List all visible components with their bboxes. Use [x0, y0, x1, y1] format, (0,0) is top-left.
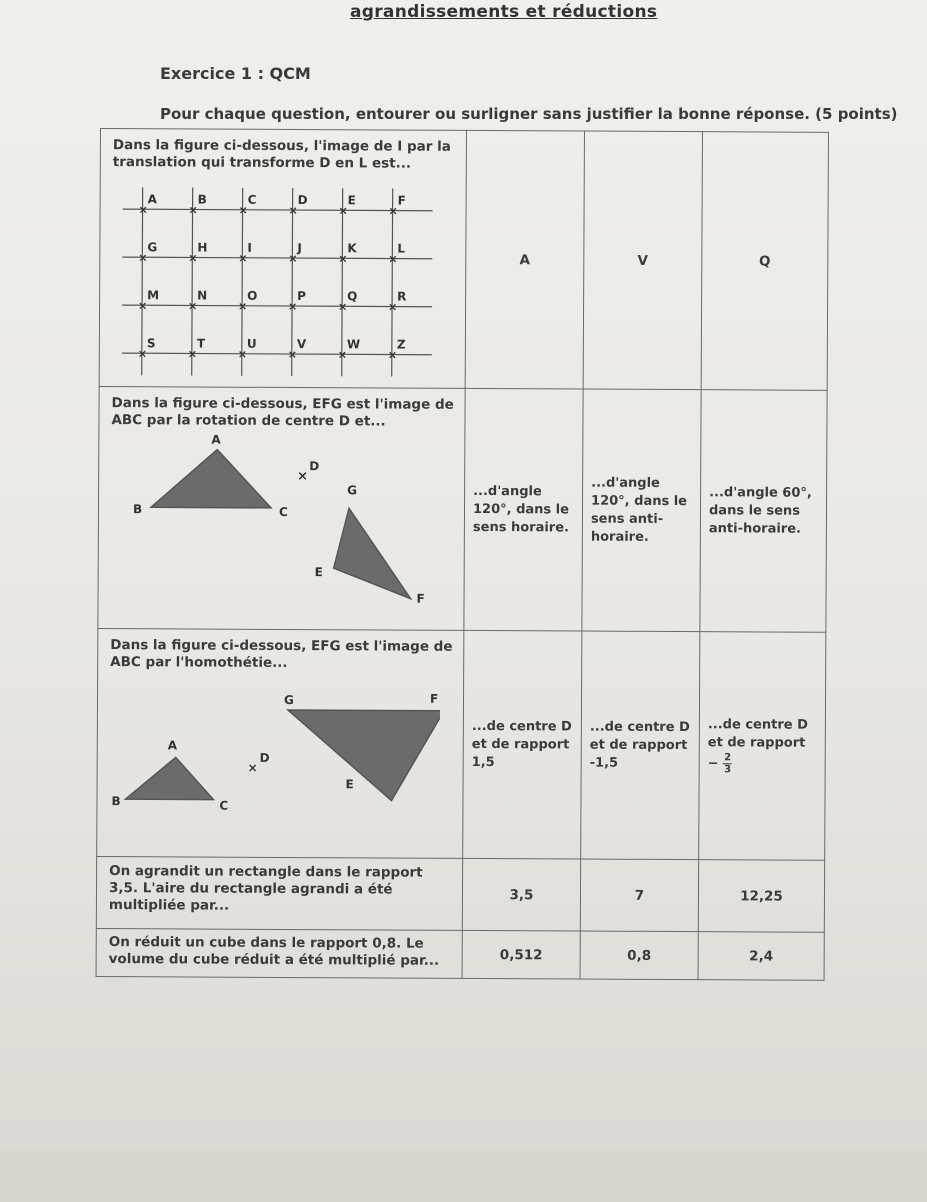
question-cell-5 — [96, 928, 462, 978]
rotation-label-e: E — [314, 565, 323, 580]
answer-3a[interactable]: ...de centre D et de rapport 1,5 — [463, 630, 582, 859]
grid-point-mark: × — [138, 251, 148, 265]
grid-point-label: H — [197, 240, 208, 255]
homothety-label-c: C — [219, 798, 229, 813]
grid-point-mark: × — [188, 299, 198, 313]
rotation-label-d: D — [309, 459, 320, 474]
grid-point-mark: × — [138, 299, 148, 313]
grid-point-mark: × — [387, 348, 398, 362]
answer-2a[interactable]: ...d'angle 120°, dans le sens horaire. — [464, 388, 583, 631]
answer-5b[interactable]: 0,8 — [580, 931, 698, 980]
answer-1c[interactable]: Q — [701, 132, 828, 391]
homothety-label-g: G — [283, 692, 294, 708]
grid-point-label: I — [247, 240, 252, 255]
qcm-table — [96, 128, 829, 981]
answer-5a[interactable]: 0,512 — [462, 930, 580, 979]
translation-grid-figure — [112, 177, 443, 379]
answer-4b[interactable]: 7 — [580, 859, 698, 932]
question-text-5: On réduit un cube dans le rapport 0,8. Le volume du cube réduit a été multiplié par... — [108, 934, 440, 969]
grid-point-mark: × — [288, 299, 298, 314]
grid-point-label: A — [147, 192, 157, 207]
answer-1a[interactable]: A — [465, 130, 584, 389]
question-row-4 — [96, 856, 824, 932]
grid-point-label: G — [147, 240, 158, 255]
question-cell-4 — [96, 856, 462, 930]
question-text-3: Dans la figure ci-dessous, EFG est l'image de ABC par l'homothétie... — [110, 637, 453, 671]
grid-point-mark: × — [338, 204, 348, 218]
grid-point-label: Z — [396, 337, 406, 352]
grid-point-label: T — [196, 336, 206, 351]
grid-point-label: K — [347, 241, 357, 256]
grid-point-label: M — [147, 288, 160, 303]
homothety-label-f: F — [429, 691, 439, 706]
grid-point-label: U — [246, 336, 257, 351]
grid-point-label: R — [397, 289, 407, 304]
grid-point-label: P — [297, 289, 306, 304]
grid-point-mark: × — [238, 203, 248, 217]
grid-point-label: S — [146, 336, 156, 351]
homothety-center-mark: × — [247, 760, 258, 775]
answer-3c-text: ...de centre D et de rapport − — [707, 717, 808, 772]
grid-point-mark: × — [388, 252, 398, 266]
grid-point-label: D — [297, 193, 308, 208]
answer-4a[interactable]: 3,5 — [462, 858, 580, 931]
answer-5c[interactable]: 2,4 — [698, 932, 824, 981]
homothety-label-d: D — [259, 750, 270, 765]
grid-point-mark: × — [288, 203, 298, 218]
grid-point-mark: × — [187, 347, 198, 361]
grid-point-mark: × — [237, 347, 248, 361]
question-cell-1 — [99, 129, 466, 389]
question-cell-3 — [97, 628, 464, 858]
homothety-label-a: A — [167, 738, 178, 753]
question-cell-2 — [98, 386, 465, 630]
worksheet-title: agrandissements et réductions — [350, 2, 658, 22]
question-row-2 — [98, 386, 827, 632]
question-row-1 — [99, 129, 828, 391]
grid-point-mark: × — [288, 251, 298, 266]
answer-4c[interactable]: 12,25 — [698, 860, 824, 933]
grid-point-label: J — [297, 241, 302, 256]
grid-point-mark: × — [338, 252, 348, 266]
grid-point-label: F — [397, 193, 406, 208]
question-row-5 — [96, 928, 824, 980]
grid-point-mark: × — [287, 347, 298, 362]
rotation-label-c: C — [278, 504, 288, 519]
homothety-label-b: B — [111, 794, 121, 809]
exercise-title: Exercice 1 : QCM — [160, 64, 311, 83]
grid-point-label: W — [346, 337, 361, 352]
answer-2c[interactable]: ...d'angle 60°, dans le sens anti-horaire. — [700, 390, 827, 633]
fraction-numerator: 2 — [724, 752, 732, 764]
grid-point-mark: × — [338, 300, 348, 314]
rotation-label-a: A — [211, 432, 221, 447]
homothety-label-e: E — [345, 777, 354, 792]
rotation-label-b: B — [132, 502, 143, 517]
grid-point-label: O — [247, 288, 258, 303]
answer-2b[interactable]: ...d'angle 120°, dans le sens anti-horaire. — [582, 389, 701, 632]
answer-3c[interactable] — [699, 632, 826, 861]
grid-point-mark: × — [137, 347, 148, 361]
question-text-4: On agrandit un rectangle dans le rapport 3,5. L'aire du rectangle agrandi a été multipliée par... — [108, 863, 423, 914]
grid-point-label: Q — [347, 289, 358, 304]
grid-point-label: N — [197, 288, 208, 303]
answer-3b[interactable]: ...de centre D et de rapport -1,5 — [581, 631, 700, 860]
grid-point-mark: × — [188, 203, 198, 217]
fraction-denominator: 3 — [724, 764, 732, 776]
grid-point-label: C — [247, 192, 257, 207]
grid-point-mark: × — [138, 203, 148, 217]
grid-point-mark: × — [238, 251, 248, 265]
answer-3c-fraction — [723, 752, 732, 775]
grid-point-mark: × — [388, 300, 398, 314]
grid-point-mark: × — [388, 204, 398, 218]
grid-point-label: L — [397, 241, 406, 256]
rotation-label-g: G — [347, 483, 358, 498]
grid-point-mark: × — [337, 348, 348, 362]
rotation-figure — [111, 429, 442, 606]
rotation-center-mark: × — [297, 469, 309, 485]
grid-point-label: B — [197, 192, 207, 207]
question-text-2: Dans la figure ci-dessous, EFG est l'image de ABC par la rotation de centre D et... — [111, 395, 454, 430]
grid-point-mark: × — [238, 299, 248, 313]
question-row-3 — [97, 628, 826, 860]
question-text-1: Dans la figure ci-dessous, l'image de I par la translation qui transforme D en L est... — [112, 137, 451, 172]
rotation-label-f: F — [416, 591, 425, 606]
grid-point-mark: × — [188, 251, 198, 265]
exercise-instructions: Pour chaque question, entourer ou surligner sans justifier la bonne réponse. (5 points) — [160, 105, 898, 123]
grid-point-label: V — [296, 337, 307, 352]
grid-point-label: E — [347, 193, 356, 208]
answer-1b[interactable]: V — [583, 131, 702, 390]
homothety-figure — [109, 675, 440, 837]
